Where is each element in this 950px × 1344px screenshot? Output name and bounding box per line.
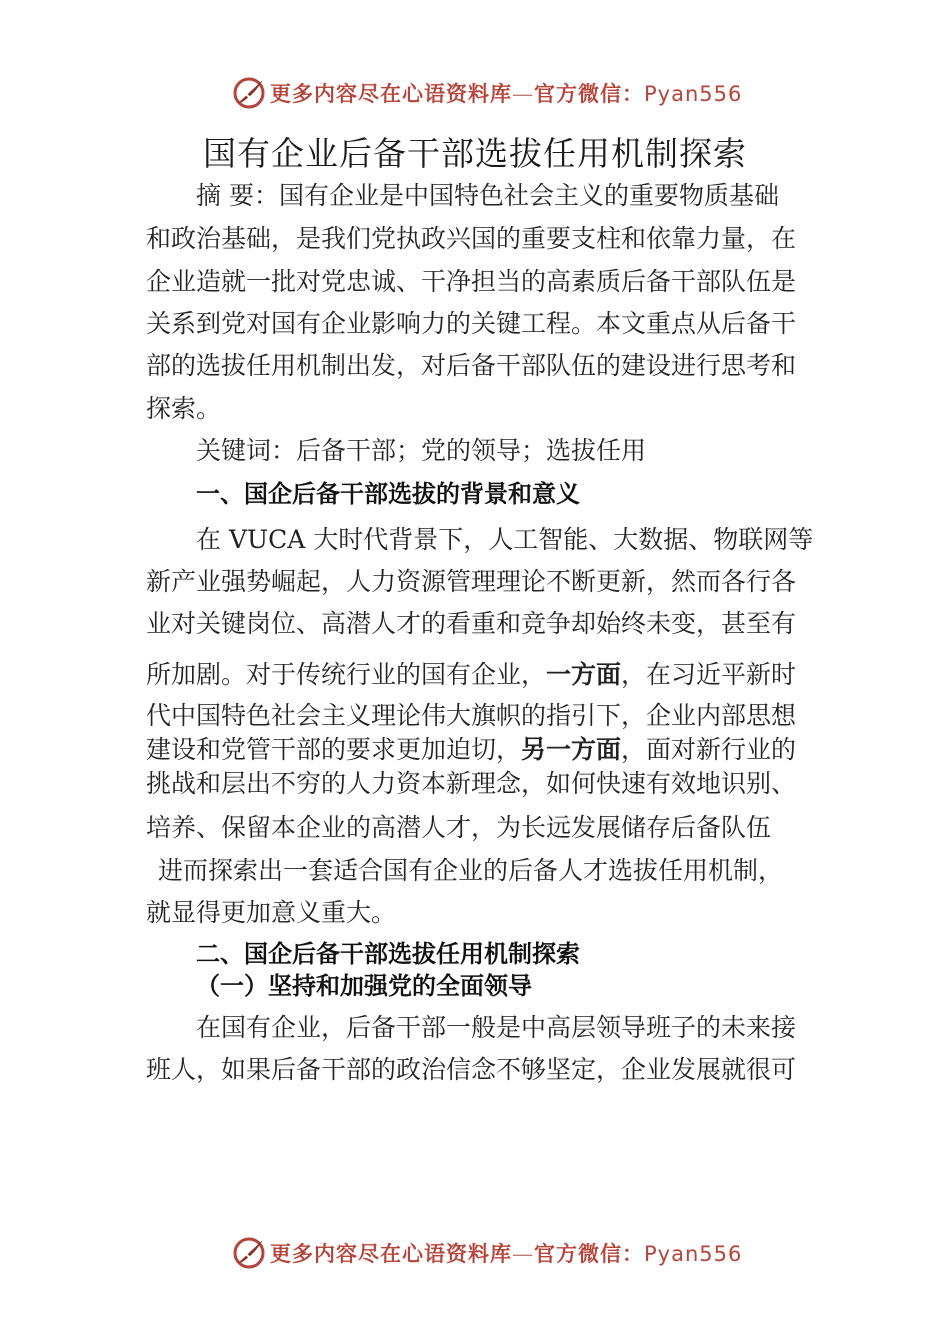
text-run: 所加剧。对于传统行业的国有企业， <box>146 660 547 689</box>
section-heading-2: 二、国企后备干部选拔任用机制探索 <box>196 940 580 968</box>
banner-official: 官方微信： <box>534 81 644 106</box>
footer-banner <box>232 1233 742 1273</box>
feather-seal-icon <box>232 76 266 110</box>
abstract-line: 企业造就一批对党忠诚、干净担当的高素质后备干部队伍是 <box>146 267 797 296</box>
paragraph-line: 代中国特色社会主义理论伟大旗帜的指引下，企业内部思想 <box>146 701 797 730</box>
keywords: 关键词：后备干部；党的领导；选拔任用 <box>196 436 647 465</box>
abstract-line: 和政治基础，是我们党执政兴国的重要支柱和依靠力量，在 <box>146 224 797 253</box>
header-banner <box>232 73 742 113</box>
section-heading-1: 一、国企后备干部选拔的背景和意义 <box>196 480 580 508</box>
banner-wechat-id: Pyan556 <box>644 1242 743 1266</box>
abstract-line: 摘 要：国有企业是中国特色社会主义的重要物质基础 <box>196 181 779 210</box>
paragraph-line: 进而探索出一套适合国有企业的后备人才选拔任用机制， <box>158 856 784 885</box>
banner-text <box>270 78 742 108</box>
emphasis-text: 一方面 <box>546 660 622 689</box>
paragraph-line <box>146 655 796 695</box>
feather-seal-icon <box>232 1236 266 1270</box>
paragraph-line: 班人，如果后备干部的政治信念不够坚定，企业发展就很可 <box>146 1055 797 1084</box>
paragraph-line: 在国有企业，后备干部一般是中高层领导班子的未来接 <box>196 1013 797 1042</box>
paragraph-line: 在 VUCA 大时代背景下，人工智能、大数据、物联网等 <box>196 525 814 554</box>
document-title: 国有企业后备干部选拔任用机制探索 <box>203 134 747 173</box>
paragraph-line: 业对关键岗位、高潜人才的看重和竞争却始终未变，甚至有 <box>146 609 797 638</box>
banner-wechat-id: Pyan556 <box>644 82 743 106</box>
subsection-heading: （一）坚持和加强党的全面领导 <box>196 972 532 1000</box>
abstract-line: 探索。 <box>146 394 222 423</box>
text-run: ，面对新行业的 <box>621 735 797 764</box>
banner-text <box>270 1238 742 1268</box>
paragraph-line: 培养、保留本企业的高潜人才，为长远发展储存后备队伍 <box>146 813 772 842</box>
abstract-line: 关系到党对国有企业影响力的关键工程。本文重点从后备干 <box>146 309 797 338</box>
banner-official: 官方微信： <box>534 1241 644 1266</box>
text-run: 建设和党管干部的要求更加迫切， <box>146 735 522 764</box>
paragraph-line: 新产业强势崛起，人力资源管理理论不断更新，然而各行各 <box>146 567 797 596</box>
paragraph-line: 就显得更加意义重大。 <box>146 898 397 927</box>
text-run: ，在习近平新时 <box>621 660 797 689</box>
banner-dash: — <box>512 82 534 106</box>
emphasis-text: 另一方面 <box>521 735 622 764</box>
banner-dash: — <box>512 1242 534 1266</box>
banner-main: 更多内容尽在心语资料库 <box>270 81 512 106</box>
paragraph-line: 挑战和层出不穷的人力资本新理念，如何快速有效地识别、 <box>146 769 797 798</box>
banner-main: 更多内容尽在心语资料库 <box>270 1241 512 1266</box>
abstract-line: 部的选拔任用机制出发，对后备干部队伍的建设进行思考和 <box>146 351 797 380</box>
